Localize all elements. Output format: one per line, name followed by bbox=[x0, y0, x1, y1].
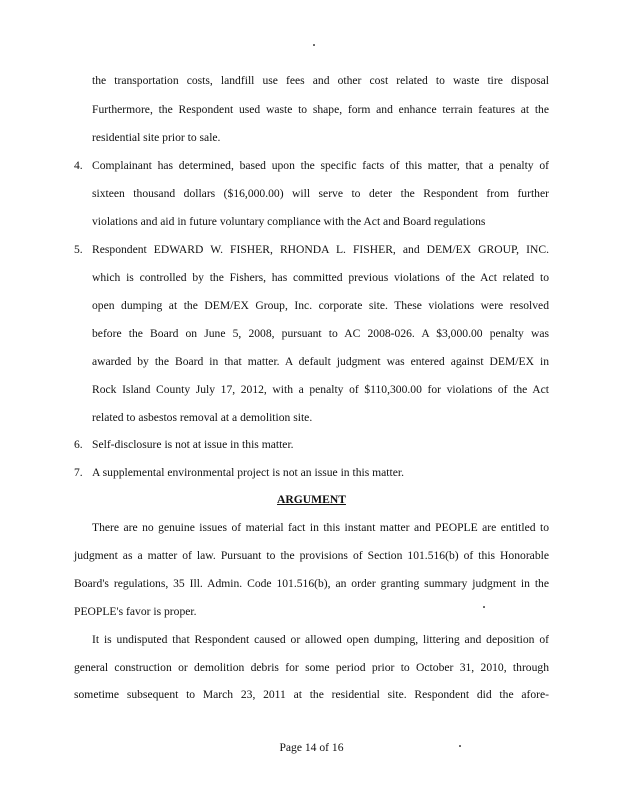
text-line: Board's regulations, 35 Ill. Admin. Code 101.516(b), an order granting summary judgment in the bbox=[74, 577, 549, 590]
text-line: sometime subsequent to March 23, 2011 at the residential site. Respondent did the afore- bbox=[74, 688, 549, 701]
text-line: open dumping at the DEM/EX Group, Inc. corporate site. These violations were resolved bbox=[92, 299, 549, 312]
text-line: judgment as a matter of law. Pursuant to the provisions of Section 101.516(b) of this Honorable bbox=[74, 549, 549, 562]
text-line: violations and aid in future voluntary compliance with the Act and Board regulations bbox=[92, 215, 486, 228]
page-footer: Page 14 of 16 bbox=[279, 741, 344, 754]
text-line: A supplemental environmental project is not an issue in this matter. bbox=[92, 466, 405, 479]
text-line: Rock Island County July 17, 2012, with a penalty of $110,300.00 for violations of the Act bbox=[92, 383, 549, 396]
scan-speck bbox=[459, 745, 461, 747]
scan-speck bbox=[483, 606, 485, 608]
text-line: related to asbestos removal at a demolition site. bbox=[92, 411, 313, 424]
list-number: 4. bbox=[74, 159, 83, 172]
text-line: Furthermore, the Respondent used waste to shape, form and enhance terrain features at the bbox=[92, 103, 549, 116]
list-number: 7. bbox=[74, 466, 83, 479]
text-line: the transportation costs, landfill use fees and other cost related to waste tire disposal bbox=[92, 74, 549, 87]
text-line: sixteen thousand dollars ($16,000.00) will serve to deter the Respondent from further bbox=[92, 187, 549, 200]
text-line: before the Board on June 5, 2008, pursuant to AC 2008-026. A $3,000.00 penalty was bbox=[92, 327, 549, 340]
text-line: Complainant has determined, based upon the specific facts of this matter, that a penalty of bbox=[92, 159, 549, 172]
text-line: which is controlled by the Fishers, has committed previous violations of the Act related to bbox=[92, 271, 549, 284]
text-line: Self-disclosure is not at issue in this matter. bbox=[92, 438, 294, 451]
scan-speck bbox=[313, 44, 315, 46]
text-line: PEOPLE's favor is proper. bbox=[74, 605, 197, 618]
text-line: Respondent EDWARD W. FISHER, RHONDA L. FISHER, and DEM/EX GROUP, INC. bbox=[92, 243, 549, 256]
list-number: 6. bbox=[74, 438, 83, 451]
list-number: 5. bbox=[74, 243, 83, 256]
text-line: general construction or demolition debris for some period prior to October 31, 2010, through bbox=[74, 661, 549, 674]
text-line: It is undisputed that Respondent caused or allowed open dumping, littering and deposition of bbox=[92, 633, 549, 646]
text-line: residential site prior to sale. bbox=[92, 131, 221, 144]
section-heading: ARGUMENT bbox=[277, 493, 346, 506]
text-line: There are no genuine issues of material fact in this instant matter and PEOPLE are entitled to bbox=[92, 521, 549, 534]
text-line: awarded by the Board in that matter. A default judgment was entered against DEM/EX in bbox=[92, 355, 549, 368]
